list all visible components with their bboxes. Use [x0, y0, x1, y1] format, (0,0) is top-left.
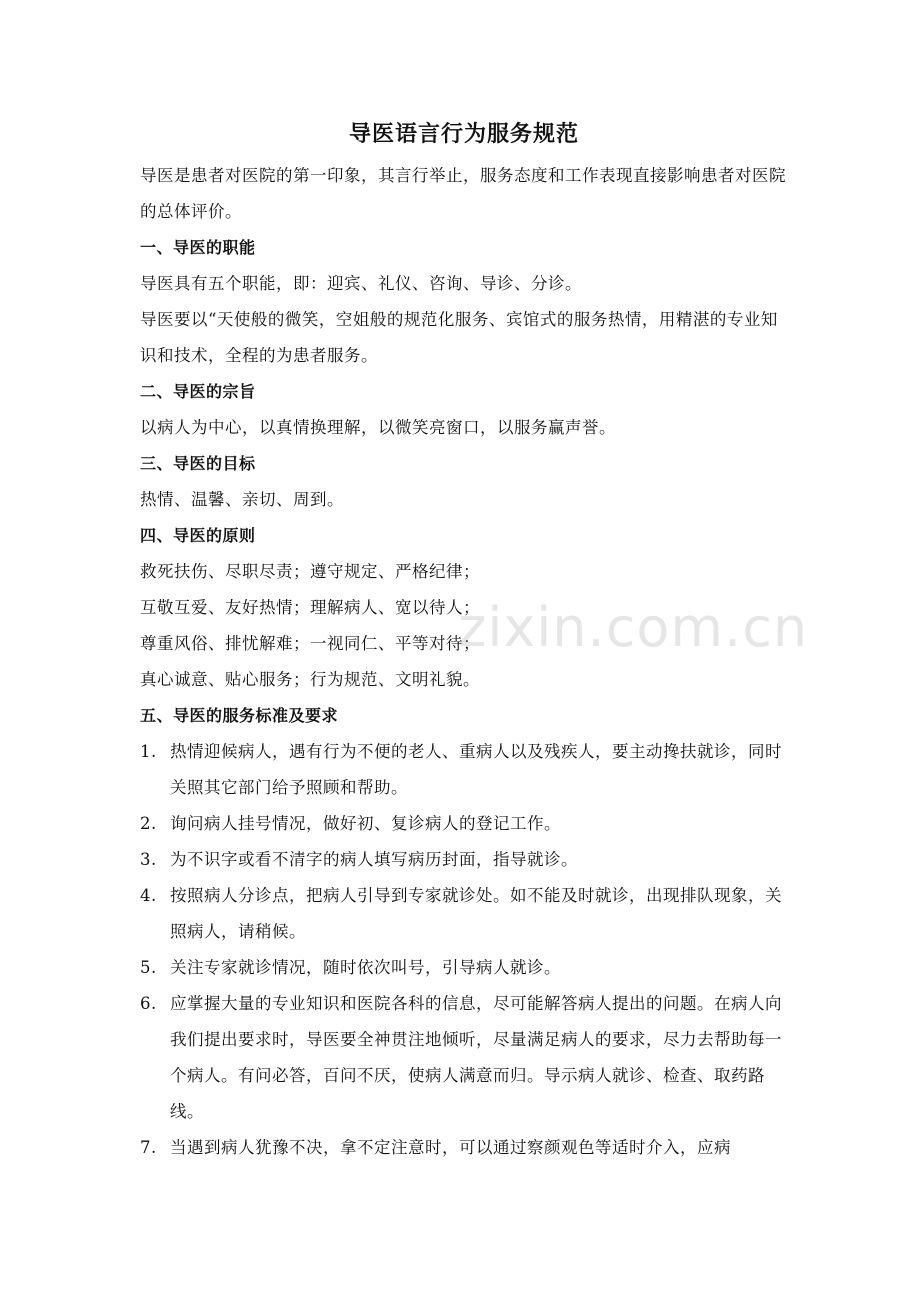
section-heading: 五、导医的服务标准及要求 — [140, 706, 339, 725]
list-item-text: 按照病人分诊点，把病人引导到专家就诊处。如不能及时就诊，出现排队现象，关照病人，请稍候。 — [170, 886, 782, 941]
paragraph: 导医具有五个职能，即：迎宾、礼仪、咨询、导诊、分诊。 — [140, 274, 582, 293]
section-purpose — [140, 374, 788, 446]
paragraph: 互敬互爱、友好热情；理解病人、宽以待人； — [140, 598, 480, 617]
intro-paragraph: 导医是患者对医院的第一印象，其言行举止，服务态度和工作表现直接影响患者对医院的总体评价。 — [140, 166, 786, 221]
list-item-text: 当遇到病人犹豫不决，拿不定注意时，可以通过察颜观色等适时介入，应病 — [170, 1138, 731, 1157]
section-heading: 四、导医的原则 — [140, 526, 256, 545]
paragraph: 救死扶伤、尽职尽责；遵守规定、严格纪律； — [140, 562, 480, 581]
list-item — [140, 1130, 788, 1166]
section-principles — [140, 518, 788, 698]
section-heading: 三、导医的目标 — [140, 454, 256, 473]
list-item-number: 6. — [140, 994, 157, 1013]
list-item-number: 5. — [140, 958, 157, 977]
paragraph: 以病人为中心，以真情换理解，以微笑亮窗口，以服务赢声誉。 — [140, 418, 616, 437]
list-item-text: 为不识字或看不清字的病人填写病历封面，指导就诊。 — [170, 850, 578, 869]
list-item-text: 应掌握大量的专业知识和医院各科的信息，尽可能解答病人提出的问题。在病人向我们提出要求时，导医要全神贯注地倾听，尽量满足病人的要求，尽力去帮助每一个病人。有问必答，百问不厌，使病人满意而归。导示病人就诊、检查、取药路线。 — [170, 994, 782, 1121]
paragraph: 热情、温馨、亲切、周到。 — [140, 490, 344, 509]
paragraph: 导医要以“天使般的微笑，空姐般的规范化服务、宾馆式的服务热情，用精湛的专业知识和技术，全程的为患者服务。 — [140, 310, 778, 365]
list-item-number: 2. — [140, 814, 157, 833]
section-heading: 二、导医的宗旨 — [140, 382, 256, 401]
list-item — [140, 878, 788, 950]
section-goals — [140, 446, 788, 518]
document-title: 导医语言行为服务规范 — [348, 122, 579, 147]
list-item-text: 热情迎候病人，遇有行为不便的老人、重病人以及残疾人，要主动搀扶就诊，同时关照其它部门给予照顾和帮助。 — [170, 742, 782, 797]
list-item — [140, 950, 788, 986]
section-heading: 一、导医的职能 — [140, 238, 256, 257]
list-item — [140, 986, 788, 1130]
list-item — [140, 842, 788, 878]
list-item-number: 4. — [140, 886, 157, 905]
section-functions — [140, 230, 788, 374]
list-item-number: 3. — [140, 850, 157, 869]
section-standards — [140, 698, 788, 1166]
list-item-text: 关注专家就诊情况，随时依次叫号，引导病人就诊。 — [170, 958, 561, 977]
list-item — [140, 734, 788, 806]
paragraph: 尊重风俗、排忧解难；一视同仁、平等对待； — [140, 634, 480, 653]
document-body — [140, 112, 788, 1166]
paragraph: 真心诚意、贴心服务；行为规范、文明礼貌。 — [140, 670, 480, 689]
list-item-number: 7. — [140, 1138, 157, 1157]
list-item-text: 询问病人挂号情况，做好初、复诊病人的登记工作。 — [170, 814, 561, 833]
list-item — [140, 806, 788, 842]
list-item-number: 1. — [140, 742, 157, 761]
watermark: zixin.com.cn — [458, 596, 809, 659]
